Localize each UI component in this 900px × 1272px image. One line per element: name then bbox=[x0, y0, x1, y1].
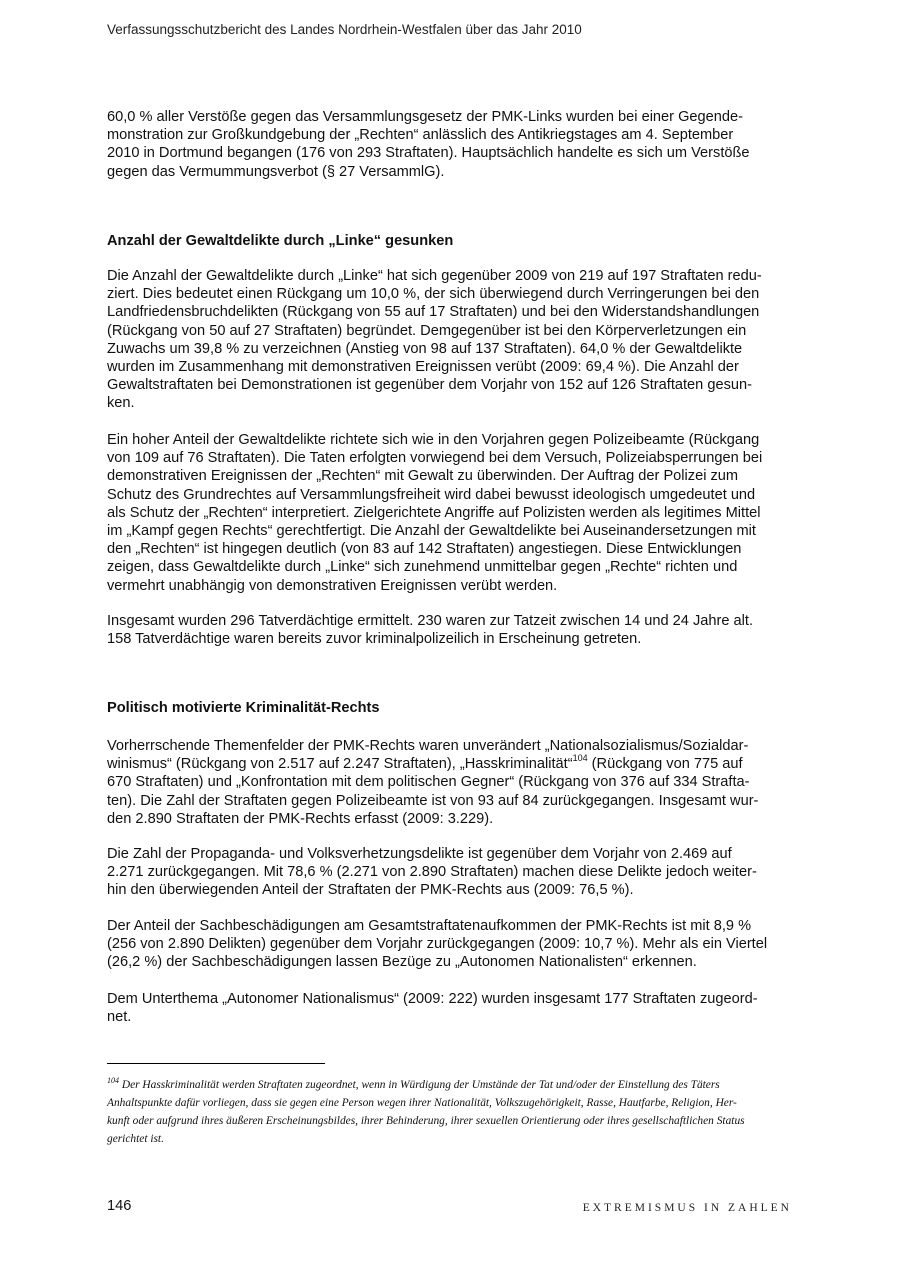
text-line: den „Rechten“ ist hingegen deutlich (von 83 auf 142 Straftaten) angestiegen. Diese Entwicklungen bbox=[107, 541, 742, 558]
paragraph-themenfelder bbox=[107, 737, 793, 828]
page-number: 146 bbox=[107, 1198, 132, 1214]
text-line: Schutz des Grundrechtes auf Versammlungsfreiheit wird dabei bewusst ideologisch umgedeutet und bbox=[107, 486, 756, 503]
text-line: von 109 auf 76 Straftaten). Die Taten erfolgten vorwiegend bei dem Versuch, Polizeiabsperrungen bei bbox=[107, 450, 763, 467]
footnote-reference[interactable]: 104 bbox=[572, 753, 588, 764]
text-line: ziert. Dies bedeutet einen Rückgang um 10,0 %, der sich überwiegend durch Verringerungen bei den bbox=[107, 286, 760, 303]
text-line: als Schutz der „Rechten“ interpretiert. Zielgerichtete Angriffe auf Polizisten werden als legitimes Mittel bbox=[107, 504, 761, 521]
text-line: Anhaltspunkte dafür vorliegen, dass sie gegen eine Person wegen ihrer Nationalität, Volkszugehörigkeit, Rasse, Hautfarbe, Religion, Her- bbox=[107, 1097, 737, 1109]
text-line: 158 Tatverdächtige waren bereits zuvor kriminalpolizeilich in Erscheinung getreten. bbox=[107, 631, 642, 648]
text-line: gegen das Vermummungsverbot (§ 27 VersammlG). bbox=[107, 163, 445, 180]
text-line: zeigen, dass Gewaltdelikte durch „Linke“ sich zunehmend unmittelbar gegen „Rechte“ richten und bbox=[107, 559, 738, 576]
text-line: Landfriedensbruchdelikten (Rückgang von 55 auf 17 Straftaten) und bei den Widerstandshandlungen bbox=[107, 304, 760, 321]
text-line: ten). Die Zahl der Straftaten gegen Polizeibeamte ist von 93 auf 84 zurückgegangen. Insgesamt wur- bbox=[107, 792, 759, 809]
text-line: Dem Unterthema „Autonomer Nationalismus“ (2009: 222) wurden insgesamt 177 Straftaten zugeord- bbox=[107, 991, 758, 1007]
text-line: (26,2 %) der Sachbeschädigungen lassen Bezüge zu „Autonomen Nationalisten“ erkennen. bbox=[107, 954, 697, 971]
text-line: (256 von 2.890 Delikten) gegenüber dem Vorjahr zurückgegangen (2009: 10,7 %). Mehr als ein Viertel bbox=[107, 936, 768, 953]
text-line: monstration zur Großkundgebung der „Rechten“ anlässlich des Antikriegstages am 4. September bbox=[107, 127, 734, 144]
text-segment: (Rückgang von 775 auf bbox=[587, 756, 743, 773]
text-line: Insgesamt wurden 296 Tatverdächtige ermittelt. 230 waren zur Tatzeit zwischen 14 und 24 Jahre alt. bbox=[107, 613, 753, 629]
text-line: hin den überwiegenden Anteil der Straftaten der PMK-Rechts aus (2009: 76,5 %). bbox=[107, 882, 634, 899]
footnote-104 bbox=[107, 1076, 793, 1148]
text-line: vermehrt unabhängig von demonstrativen Ereignissen verübt werden. bbox=[107, 577, 558, 594]
text-line: Die Anzahl der Gewaltdelikte durch „Linke“ hat sich gegenüber 2009 von 219 auf 197 Straftaten redu- bbox=[107, 268, 762, 284]
text-line bbox=[107, 1076, 793, 1094]
section-label: EXTREMISMUS IN ZAHLEN bbox=[582, 1202, 792, 1214]
text-line bbox=[107, 755, 793, 773]
text-line: Gewaltstraftaten bei Demonstrationen ist gegenüber dem Vorjahr von 152 auf 126 Straftaten gesun- bbox=[107, 377, 752, 394]
text-line: im „Kampf gegen Rechts“ gerechtfertigt. Die Anzahl der Gewaltdelikte bei Auseinandersetzungen mit bbox=[107, 523, 756, 540]
heading-pmk-rechts: Politisch motivierte Kriminalität-Rechts bbox=[107, 700, 380, 716]
footnote-divider bbox=[107, 1063, 325, 1064]
paragraph-sachbeschaedigungen bbox=[107, 917, 793, 972]
text-line: 670 Straftaten) und „Konfrontation mit dem politischen Gegner“ (Rückgang von 376 auf 334 Strafta- bbox=[107, 774, 750, 791]
text-line: Ein hoher Anteil der Gewaltdelikte richtete sich wie in den Vorjahren gegen Polizeibeamte (Rückgang bbox=[107, 432, 760, 448]
paragraph-autonomer-nationalismus bbox=[107, 990, 793, 1026]
text-line: 60,0 % aller Verstöße gegen das Versammlungsgesetz der PMK-Links wurden bei einer Gegende- bbox=[107, 109, 743, 125]
text-line: Zuwachs um 39,8 % zu verzeichnen (Anstieg von 98 auf 137 Straftaten). 64,0 % der Gewaltdelikte bbox=[107, 340, 743, 357]
text-line: gerichtet ist. bbox=[107, 1133, 164, 1145]
text-line: Die Zahl der Propaganda- und Volksverhetzungsdelikte ist gegenüber dem Vorjahr von 2.469 auf bbox=[107, 846, 732, 862]
paragraph-tatverdaechtige bbox=[107, 612, 793, 648]
text-segment: Der Hasskriminalität werden Straftaten zugeordnet, wenn in Würdigung der Umstände der Tat und/oder der Einstellung des Täters bbox=[119, 1079, 720, 1091]
text-line: net. bbox=[107, 1009, 132, 1026]
text-line: Der Anteil der Sachbeschädigungen am Gesamtstraftatenaufkommen der PMK-Rechts ist mit 8,9 % bbox=[107, 918, 752, 934]
text-line: wurden im Zusammenhang mit demonstrativen Ereignissen verübt (2009: 69,4 %). Die Anzahl der bbox=[107, 359, 739, 376]
paragraph-polizeibeamte bbox=[107, 431, 793, 595]
paragraph-gewaltdelikte-anzahl bbox=[107, 267, 793, 413]
text-line: 2.271 zurückgegangen. Mit 78,6 % (2.271 von 2.890 Straftaten) machen diese Delikte jedoch weiter- bbox=[107, 864, 757, 881]
text-line: den 2.890 Straftaten der PMK-Rechts erfasst (2009: 3.229). bbox=[107, 810, 494, 827]
paragraph-propaganda bbox=[107, 845, 793, 900]
text-segment: winismus“ (Rückgang von 2.517 auf 2.247 Straftaten), „Hasskriminalität“ bbox=[107, 756, 573, 773]
text-line: demonstrativen Ereignissen der „Rechten“ mit Gewalt zu überwinden. Der Auftrag der Polizei zum bbox=[107, 468, 739, 485]
text-line: 2010 in Dortmund begangen (176 von 293 Straftaten). Hauptsächlich handelte es sich um Verstöße bbox=[107, 145, 750, 162]
text-line: ken. bbox=[107, 395, 135, 412]
running-header: Verfassungsschutzbericht des Landes Nordrhein-Westfalen über das Jahr 2010 bbox=[107, 22, 582, 37]
heading-gewaltdelikte-linke: Anzahl der Gewaltdelikte durch „Linke“ gesunken bbox=[107, 233, 454, 249]
paragraph-versammlungsgesetz bbox=[107, 108, 793, 181]
text-line: (Rückgang von 50 auf 27 Straftaten) begründet. Demgegenüber ist bei den Körperverletzungen ein bbox=[107, 322, 747, 339]
text-line: kunft oder aufgrund ihres äußeren Erscheinungsbildes, ihrer Behinderung, ihrer sexuellen Orientierung oder ihres gesellschaftlichen Status bbox=[107, 1115, 745, 1127]
text-line: Vorherrschende Themenfelder der PMK-Rechts waren unverändert „Nationalsozialismus/Sozialdar- bbox=[107, 738, 749, 754]
footnote-number: 104 bbox=[107, 1076, 119, 1086]
